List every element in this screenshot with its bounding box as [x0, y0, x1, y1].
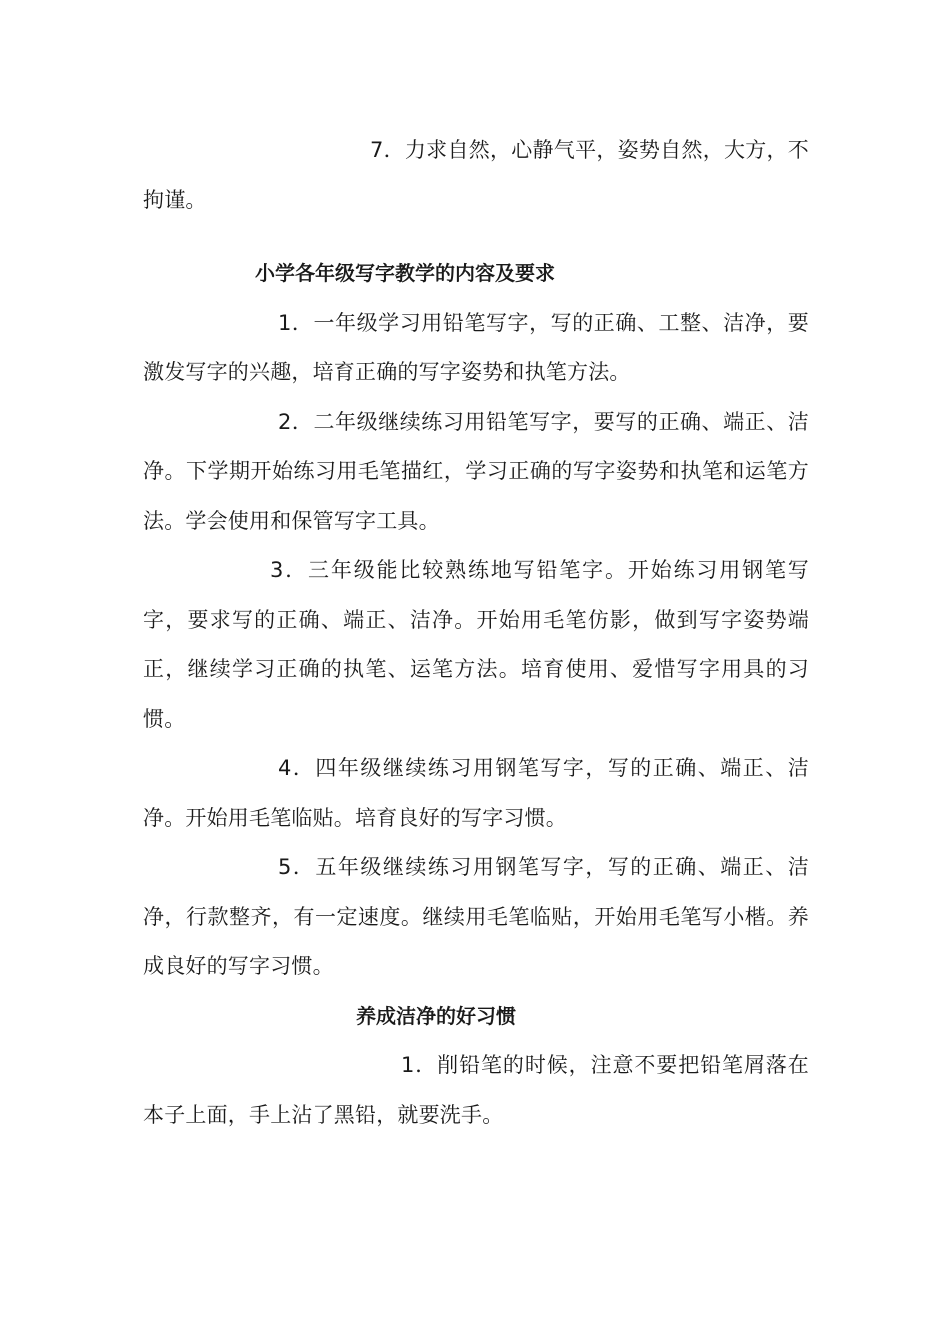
- grade-5-item: 5．五年级继续练习用钢笔写字，写的正确、端正、洁净，行款整齐，有一定速度。继续用毛笔临贴，开始用毛笔写小楷。养成良好的写字习惯。: [143, 855, 809, 978]
- grade-1-item: 1．一年级学习用铅笔写字，写的正确、工整、洁净，要激发写字的兴趣，培育正确的写字姿势和执笔方法。: [143, 310, 809, 384]
- grade-2-item: 2．二年级继续练习用铅笔写字，要写的正确、端正、洁净。下学期开始练习用毛笔描红，学习正确的写字姿势和执笔和运笔方法。学会使用和保管写字工具。: [143, 409, 809, 533]
- clean-habit-item-1: 1．削铅笔的时候，注意不要把铅笔屑落在本子上面，手上沾了黑铅，就要洗手。: [143, 1053, 809, 1127]
- intro-item-7: 7．力求自然，心静气平，姿势自然，大方，不拘谨。: [143, 138, 809, 212]
- section-title-clean-habits: 养成洁净的好习惯: [356, 1003, 516, 1028]
- section-title-grade-requirements: 小学各年级写字教学的内容及要求: [255, 261, 555, 285]
- grade-3-item: 3．三年级能比较熟练地写铅笔字。开始练习用钢笔写字，要求写的正确、端正、洁净。开始用毛笔仿影，做到写字姿势端正，继续学习正确的执笔、运笔方法。培育使用、爱惜写字用具的习惯。: [143, 558, 809, 731]
- document-body: [143, 126, 809, 1140]
- grade-4-item: 4．四年级继续练习用钢笔写字，写的正确、端正、洁净。开始用毛笔临贴。培育良好的写字习惯。: [143, 756, 809, 830]
